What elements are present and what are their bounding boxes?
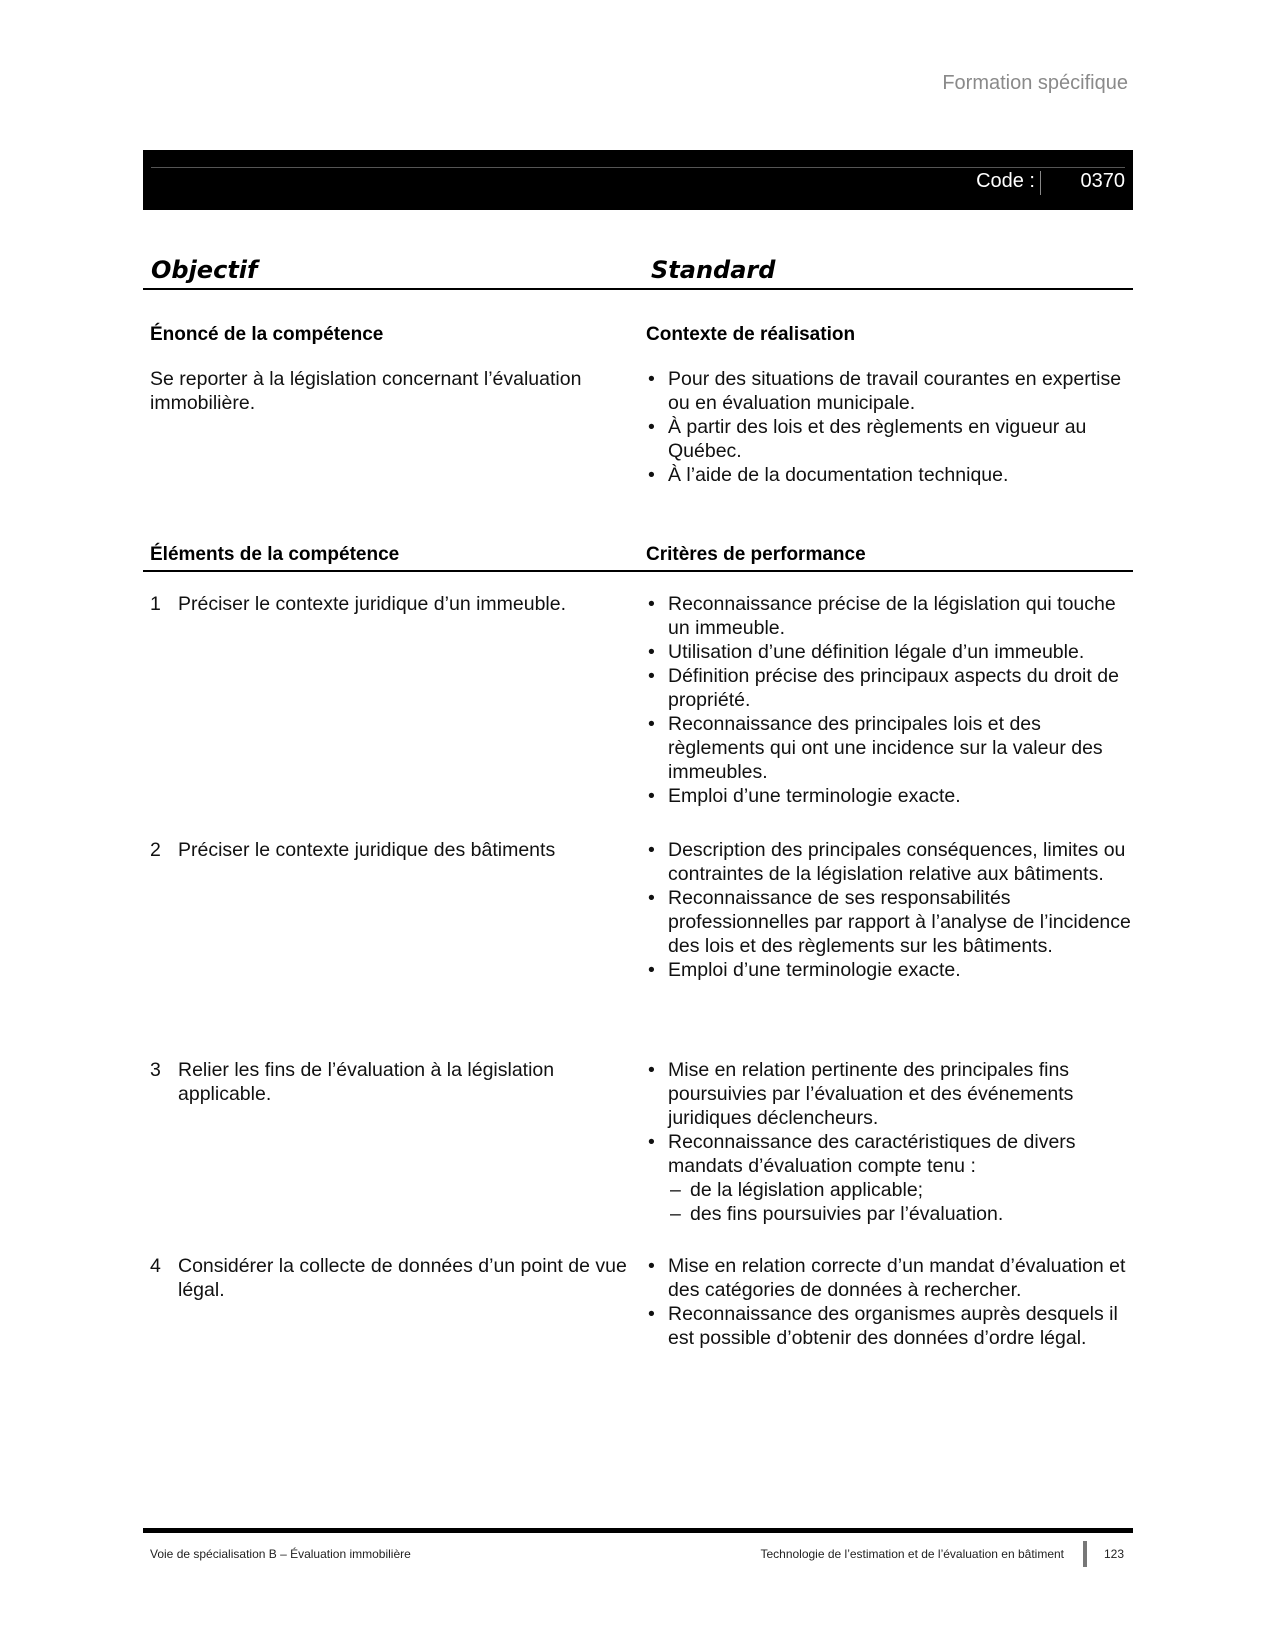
element-number: 4 <box>150 1255 161 1277</box>
element-text: Considérer la collecte de données d’un point de vue légal. <box>178 1255 627 1301</box>
bullet-icon: • <box>648 464 655 486</box>
code-band <box>143 150 1133 210</box>
list-item: • Reconnaissance des organismes auprès desquels il est possible d’obtenir des données d’ordre légal. <box>648 1303 1118 1349</box>
bullet-icon: • <box>648 665 655 687</box>
dash-icon: – <box>670 1179 681 1201</box>
code-separator <box>1040 171 1041 195</box>
code-label: Code : <box>976 170 1035 192</box>
bullet-icon: • <box>648 887 655 909</box>
element-text: Préciser le contexte juridique d’un immeuble. <box>178 593 567 615</box>
list-item: • À partir des lois et des règlements en vigueur au Québec. <box>648 416 1087 462</box>
element-2 <box>150 838 630 862</box>
bullet-icon: • <box>648 1131 655 1153</box>
contexte-list <box>646 367 1126 487</box>
criteria-list-2 <box>646 838 1134 982</box>
bullet-icon: • <box>648 593 655 615</box>
sub-list-item: – des fins poursuivies par l’évaluation. <box>670 1203 1004 1225</box>
dash-icon: – <box>670 1203 681 1225</box>
criteria-list-4 <box>646 1254 1134 1350</box>
list-item: • Utilisation d’une définition légale d’un immeuble. <box>648 641 1085 663</box>
code-value: 0370 <box>1080 170 1125 192</box>
list-item: • Emploi d’une terminologie exacte. <box>648 785 961 807</box>
footer-left-text: Voie de spécialisation B – Évaluation immobilière <box>150 1547 411 1561</box>
list-item: • Mise en relation correcte d’un mandat d’évaluation et des catégories de données à rechercher. <box>648 1255 1126 1301</box>
element-4 <box>150 1254 630 1302</box>
footer-rule <box>143 1528 1133 1533</box>
list-item: • Reconnaissance de ses responsabilités professionnelles par rapport à l’analyse de l’incidence des lois et des règlements sur les bâtiments. <box>648 887 1131 957</box>
bullet-icon: • <box>648 1303 655 1325</box>
competence-text: Se reporter à la législation concernant l’évaluation immobilière. <box>150 368 582 414</box>
bullet-icon: • <box>648 1059 655 1081</box>
criteria-divider <box>143 570 1133 572</box>
element-number: 2 <box>150 839 161 861</box>
criteres-title: Critères de performance <box>646 544 866 565</box>
page-header-label: Formation spécifique <box>942 72 1128 94</box>
bullet-icon: • <box>648 713 655 735</box>
bullet-icon: • <box>648 839 655 861</box>
column-heading-row <box>143 252 1133 290</box>
list-item: • Description des principales conséquences, limites ou contraintes de la législation relative aux bâtiments. <box>648 839 1126 885</box>
element-number: 1 <box>150 593 161 615</box>
footer-right-text: Technologie de l’estimation et de l’évaluation en bâtiment <box>760 1547 1064 1561</box>
list-item: • Reconnaissance des caractéristiques de divers mandats d’évaluation compte tenu : – de la législation applicable; – des fins poursuivies par l’évaluation. <box>646 1130 1134 1226</box>
element-3 <box>150 1058 630 1106</box>
bullet-icon: • <box>648 416 655 438</box>
code-band-rule <box>151 167 1125 168</box>
sub-criteria-list <box>668 1178 1134 1226</box>
standard-heading: Standard <box>651 256 776 284</box>
bullet-icon: • <box>648 368 655 390</box>
bullet-icon: • <box>648 785 655 807</box>
objectif-heading: Objectif <box>151 256 258 284</box>
list-item: • Reconnaissance des principales lois et des règlements qui ont une incidence sur la valeur des immeubles. <box>648 713 1103 783</box>
bullet-icon: • <box>648 641 655 663</box>
criteria-list-3 <box>646 1058 1134 1226</box>
footer-separator <box>1083 1541 1087 1567</box>
criteria-list-1 <box>646 592 1134 808</box>
competence-title: Énoncé de la compétence <box>150 324 384 345</box>
list-item: • Définition précise des principaux aspects du droit de propriété. <box>648 665 1119 711</box>
page-number: 123 <box>1104 1547 1125 1561</box>
list-item: • Emploi d’une terminologie exacte. <box>648 959 961 981</box>
element-text: Préciser le contexte juridique des bâtiments <box>178 839 556 861</box>
list-item: • À l’aide de la documentation technique. <box>648 464 1009 486</box>
elements-title: Éléments de la compétence <box>150 544 400 565</box>
sub-list-item: – de la législation applicable; <box>670 1179 924 1201</box>
contexte-title: Contexte de réalisation <box>646 324 856 345</box>
list-item: • Mise en relation pertinente des principales fins poursuivies par l’évaluation et des événements juridiques déclencheurs. <box>648 1059 1074 1129</box>
element-number: 3 <box>150 1059 161 1081</box>
element-1 <box>150 592 630 616</box>
bullet-icon: • <box>648 1255 655 1277</box>
list-item: • Reconnaissance précise de la législation qui touche un immeuble. <box>648 593 1116 639</box>
bullet-icon: • <box>648 959 655 981</box>
element-text: Relier les fins de l’évaluation à la législation applicable. <box>178 1059 555 1105</box>
list-item: • Pour des situations de travail courantes en expertise ou en évaluation municipale. <box>648 368 1122 414</box>
